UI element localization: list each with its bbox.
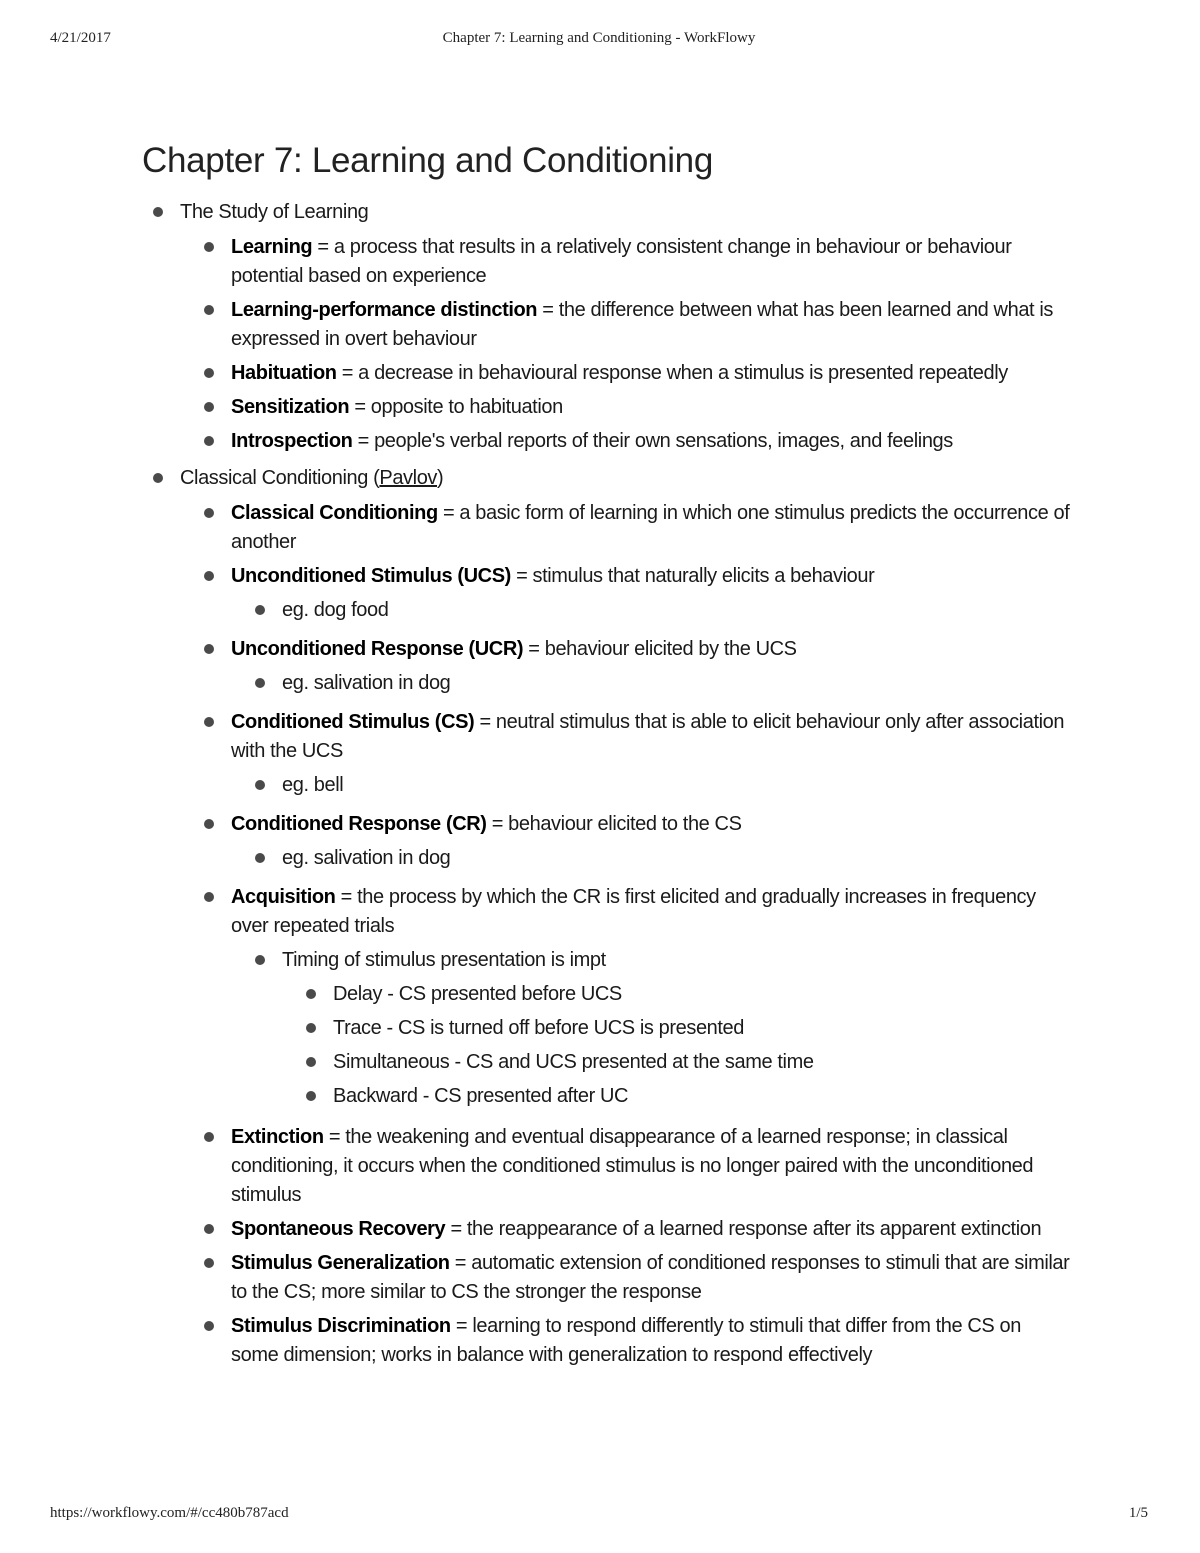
example-text: eg. bell	[282, 774, 344, 796]
definition: = the reappearance of a learned response after its apparent extinction	[445, 1218, 1042, 1240]
outline-list	[142, 198, 1072, 1370]
bullet-icon[interactable]	[255, 780, 265, 790]
outline-item[interactable]	[193, 427, 1072, 456]
bullet-icon[interactable]	[204, 819, 214, 829]
timing-delay: Delay - CS presented before UCS	[333, 983, 622, 1005]
definition: = behaviour elicited to the CS	[486, 813, 742, 835]
outline-item[interactable]	[193, 708, 1072, 800]
term: Stimulus Discrimination	[231, 1315, 451, 1337]
bullet-icon[interactable]	[153, 207, 163, 217]
timing-trace: Trace - CS is turned off before UCS is presented	[333, 1017, 744, 1039]
term: Unconditioned Response (UCR)	[231, 638, 524, 660]
bullet-icon[interactable]	[204, 305, 214, 315]
term: Conditioned Response (CR)	[231, 813, 487, 835]
term: Learning	[231, 236, 313, 258]
document-content	[142, 138, 1072, 1378]
subitem-label: Timing of stimulus presentation is impt	[282, 949, 606, 971]
outline-item[interactable]	[193, 883, 1072, 1111]
outline-item[interactable]	[193, 393, 1072, 422]
outline-subsubitem[interactable]	[295, 1082, 1072, 1111]
outline-item[interactable]	[193, 1312, 1072, 1370]
outline-item-classical-conditioning[interactable]	[142, 464, 1072, 1370]
definition: = the difference between what has been learned and what is expressed in overt behaviour	[231, 299, 1053, 350]
item-label: Classical Conditioning (	[180, 467, 380, 489]
bullet-icon[interactable]	[306, 1057, 316, 1067]
bullet-icon[interactable]	[255, 853, 265, 863]
definition: = neutral stimulus that is able to elicit behaviour only after association with the UCS	[231, 711, 1065, 762]
term: Stimulus Generalization	[231, 1252, 450, 1274]
definition: = a process that results in a relatively consistent change in behaviour or behaviour potential based on experience	[231, 236, 1012, 287]
print-date: 4/21/2017	[50, 30, 111, 46]
bullet-icon[interactable]	[255, 605, 265, 615]
print-footer	[50, 1505, 1148, 1525]
bullet-icon[interactable]	[204, 436, 214, 446]
example-text: eg. salivation in dog	[282, 672, 451, 694]
outline-item-study-of-learning[interactable]	[142, 198, 1072, 456]
bullet-icon[interactable]	[204, 1224, 214, 1234]
print-header	[50, 30, 1148, 50]
example-text: eg. dog food	[282, 599, 389, 621]
definition: = a decrease in behavioural response when a stimulus is presented repeatedly	[336, 362, 1008, 384]
definition: = stimulus that naturally elicits a behaviour	[510, 565, 875, 587]
definition: = people's verbal reports of their own sensations, images, and feelings	[352, 430, 953, 452]
definition: = the weakening and eventual disappearance of a learned response; in classical conditioning, it occurs when the conditioned stimulus is no longer paired with the unconditioned stimulus	[231, 1126, 1034, 1206]
bullet-icon[interactable]	[306, 989, 316, 999]
bullet-icon[interactable]	[204, 1132, 214, 1142]
term: Learning-performance distinction	[231, 299, 538, 321]
outline-subitem[interactable]	[244, 669, 1072, 698]
bullet-icon[interactable]	[204, 644, 214, 654]
outline-subitem[interactable]	[244, 946, 1072, 1111]
term: Introspection	[231, 430, 353, 452]
pavlov-link[interactable]: Pavlov	[379, 467, 438, 489]
page-number: 1/5	[1128, 1505, 1148, 1521]
definition: = automatic extension of conditioned responses to stimuli that are similar to the CS; more similar to CS the stronger the response	[231, 1252, 1070, 1303]
outline-item[interactable]	[193, 562, 1072, 625]
term: Acquisition	[231, 886, 336, 908]
outline-subsubitem[interactable]	[295, 1048, 1072, 1077]
outline-item[interactable]	[193, 499, 1072, 557]
bullet-icon[interactable]	[153, 473, 163, 483]
bullet-icon[interactable]	[204, 717, 214, 727]
bullet-icon[interactable]	[204, 1258, 214, 1268]
print-title: Chapter 7: Learning and Conditioning - WorkFlowy	[442, 30, 756, 46]
page-title: Chapter 7: Learning and Conditioning	[142, 141, 714, 180]
bullet-icon[interactable]	[306, 1023, 316, 1033]
timing-backward: Backward - CS presented after UC	[333, 1085, 629, 1107]
definition: = the process by which the CR is first elicited and gradually increases in frequency over repeated trials	[231, 886, 1036, 937]
item-label: The Study of Learning	[180, 201, 369, 223]
outline-item[interactable]	[193, 635, 1072, 698]
bullet-icon[interactable]	[255, 955, 265, 965]
bullet-icon[interactable]	[204, 571, 214, 581]
outline-item[interactable]	[193, 1249, 1072, 1307]
definition: = a basic form of learning in which one stimulus predicts the occurrence of another	[231, 502, 1070, 553]
bullet-icon[interactable]	[204, 242, 214, 252]
timing-simultaneous: Simultaneous - CS and UCS presented at the same time	[333, 1051, 814, 1073]
outline-item[interactable]	[193, 296, 1072, 354]
term: Classical Conditioning	[231, 502, 438, 524]
term: Unconditioned Stimulus (UCS)	[231, 565, 511, 587]
bullet-icon[interactable]	[204, 402, 214, 412]
bullet-icon[interactable]	[204, 1321, 214, 1331]
definition: = behaviour elicited by the UCS	[523, 638, 797, 660]
outline-subitem[interactable]	[244, 596, 1072, 625]
bullet-icon[interactable]	[204, 508, 214, 518]
outline-subitem[interactable]	[244, 844, 1072, 873]
bullet-icon[interactable]	[255, 678, 265, 688]
definition: = opposite to habituation	[349, 396, 563, 418]
outline-item[interactable]	[193, 359, 1072, 388]
bullet-icon[interactable]	[306, 1091, 316, 1101]
term: Extinction	[231, 1126, 324, 1148]
outline-item[interactable]	[193, 233, 1072, 291]
outline-item[interactable]	[193, 1215, 1072, 1244]
item-label-end: )	[437, 467, 444, 489]
definition: = learning to respond differently to stimuli that differ from the CS on some dimension; works in balance with generalization to respond effectively	[231, 1315, 1021, 1366]
outline-item[interactable]	[193, 810, 1072, 873]
bullet-icon[interactable]	[204, 368, 214, 378]
example-text: eg. salivation in dog	[282, 847, 451, 869]
term: Conditioned Stimulus (CS)	[231, 711, 475, 733]
bullet-icon[interactable]	[204, 892, 214, 902]
outline-subsubitem[interactable]	[295, 980, 1072, 1009]
term: Habituation	[231, 362, 337, 384]
outline-subsubitem[interactable]	[295, 1014, 1072, 1043]
outline-subitem[interactable]	[244, 771, 1072, 800]
term: Sensitization	[231, 396, 350, 418]
outline-item[interactable]	[193, 1123, 1072, 1210]
term: Spontaneous Recovery	[231, 1218, 446, 1240]
print-url: https://workflowy.com/#/cc480b787acd	[50, 1505, 289, 1521]
